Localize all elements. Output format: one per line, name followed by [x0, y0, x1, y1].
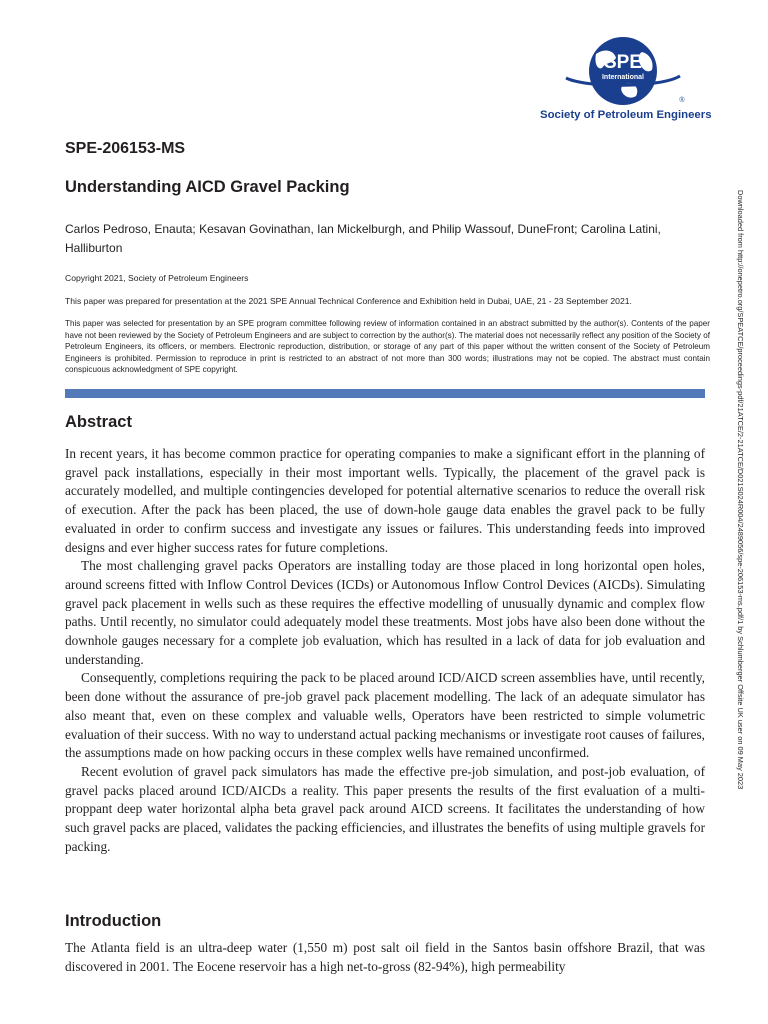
logo-globe-text: SPE [603, 52, 643, 73]
abstract-heading: Abstract [65, 413, 132, 431]
introduction-body [65, 939, 705, 976]
spe-logo [540, 34, 712, 126]
abstract-paragraph: Consequently, completions requiring the pack to be placed around ICD/AICD screen assemblies have, until recently, been done without the assurance of pre-job gravel pack placement modelling. The lack of an adequate simulator has also meant that, even on these complex and valuable wells, Operators have been restricted to simple volumetric evaluation of their success. With no way to understand actual packing mechanisms or investigate root causes of failures, the assumptions made on how packing occurs in these complex wells have remained unconfirmed. [65, 670, 705, 761]
paper-title: Understanding AICD Gravel Packing [65, 178, 350, 196]
section-divider-bar [65, 389, 705, 398]
introduction-heading: Introduction [65, 912, 162, 930]
selection-note: This paper was selected for presentation by an SPE program committee following review of information contained in an abstract submitted by the author(s). Contents of the paper have not been reviewed by the Society of Petroleum Engineers and are subject to correction by the author(s). The material does not necessarily reflect any position of the Society of Petroleum Engineers, its officers, or members. Electronic reproduction, distribution, or storage of any part of this paper without the written consent of the Society of Petroleum Engineers is prohibited. Permission to reproduce in print is restricted to an abstract of not more than 300 words; illustrations may not be copied. The abstract must contain conspicuous acknowledgment of SPE copyright. [65, 319, 710, 375]
society-name: Society of Petroleum Engineers [540, 109, 712, 121]
presentation-note: This paper was prepared for presentation at the 2021 SPE Annual Technical Conference and Exhibition held in Dubai, UAE, 21 - 23 September 2021. [65, 296, 632, 306]
abstract-paragraph: The most challenging gravel packs Operators are installing today are those placed in long horizontal open holes, around screens fitted with Inflow Control Devices (ICDs) or Autonomous Inflow Control Devices (AICDs). Simulating gravel pack placement in wells such as these requires the effective modelling of unusually dynamic and complex flow paths. Until recently, no simulator could adequately model these treatments. Most jobs have also been done without the downhole gauges necessary for a complete job evaluation, which has resulted in a lack of data for job evaluation and understanding. [65, 558, 705, 667]
spe-international-globe-icon [556, 34, 690, 108]
copyright-notice: Copyright 2021, Society of Petroleum Engineers [65, 273, 249, 283]
abstract-paragraph: Recent evolution of gravel pack simulators has made the effective pre-job simulation, and post-job evaluation, of gravel packs placed around ICD/AICDs a reality. This paper presents the results of the first evaluation of a multi-proppant deep water horizontal alpha beta gravel pack around AICD screens. It facilitates the understanding of how such gravel packs are placed, validates the packing efficiencies, and illustrates the benefits of using multiple gravels for packing. [65, 763, 705, 854]
abstract-body [65, 445, 705, 856]
abstract-paragraph: In recent years, it has become common practice for operating companies to make a significant effort in the planning of gravel pack installations, especially in their most important wells. Typically, the placement of the gravel pack is accurately modelled, and multiple contingencies developed for potential alternative scenarios to reduce the overall risk of execution. After the pack has been placed, the use of down-hole gauge data enables the gravel pack to be fully evaluated in order to confirm success and investigate any issues or failures. This understanding feeds into improved designs and ever higher success rates for future completions. [65, 446, 705, 555]
paper-authors: Carlos Pedroso, Enauta; Kesavan Govinathan, Ian Mickelburgh, and Philip Wassouf, DuneFront; Carolina Latini, Halliburton [65, 222, 661, 255]
registered-mark: ® [679, 97, 685, 104]
download-watermark-text: Downloaded from http://onepetro.org/SPEATCE/proceedings-pdf/21ATCE/2-21ATCE/D021S024R004/2489056/spe-206153-ms.pdf/1 by Schlumberger Offsite UK user on 09 May 2023 [736, 190, 745, 790]
introduction-paragraph: The Atlanta field is an ultra-deep water (1,550 m) post salt oil field in the Santos basin offshore Brazil, that was discovered in 2001. The Eocene reservoir has a high net-to-gross (82-94%), high permeability [65, 940, 705, 974]
paper-number: SPE-206153-MS [65, 140, 186, 157]
logo-globe-subtext: International [601, 74, 645, 81]
download-watermark [734, 190, 746, 830]
